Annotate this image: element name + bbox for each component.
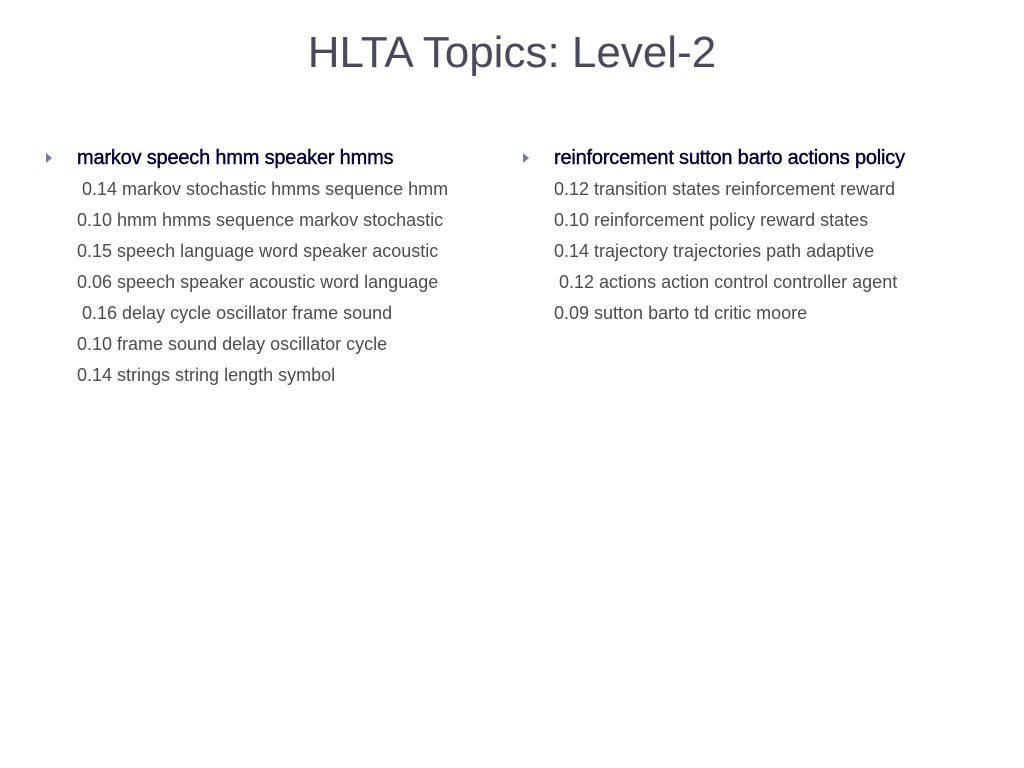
left-topic-label: markov speech hmm speaker hmms [77, 147, 394, 169]
subtopic-item: 0.10 hmm hmms sequence markov stochastic [77, 210, 444, 230]
subtopic-item: 0.15 speech language word speaker acoustic [77, 241, 439, 261]
subtopic-item: 0.14 strings string length symbol [77, 365, 336, 385]
slide-title: HLTA Topics: Level-2 [307, 28, 717, 77]
subtopic-item: 0.10 reinforcement policy reward states [554, 210, 869, 230]
right-topic-header [523, 143, 993, 174]
subtopic-item: 0.16 delay cycle oscillator frame sound [77, 303, 393, 323]
left-topic-header [46, 143, 516, 174]
right-topic-label: reinforcement sutton barto actions policy [554, 147, 905, 169]
subtopic-item: 0.06 speech speaker acoustic word language [77, 272, 439, 292]
right-subtopic-list [523, 174, 993, 329]
subtopic-item: 0.14 trajectory trajectories path adaptive [554, 241, 875, 261]
triangle-bullet-icon [523, 153, 529, 163]
subtopic-item: 0.12 actions action control controller agent [554, 272, 898, 292]
left-subtopic-list [46, 174, 516, 391]
subtopic-item: 0.12 transition states reinforcement reward [554, 179, 896, 199]
triangle-bullet-icon [46, 153, 52, 163]
subtopic-item: 0.14 markov stochastic hmms sequence hmm [77, 179, 449, 199]
subtopic-item: 0.10 frame sound delay oscillator cycle [77, 334, 388, 354]
left-topic-column [46, 143, 516, 391]
right-topic-column [523, 143, 993, 329]
subtopic-item: 0.09 sutton barto td critic moore [554, 303, 808, 323]
